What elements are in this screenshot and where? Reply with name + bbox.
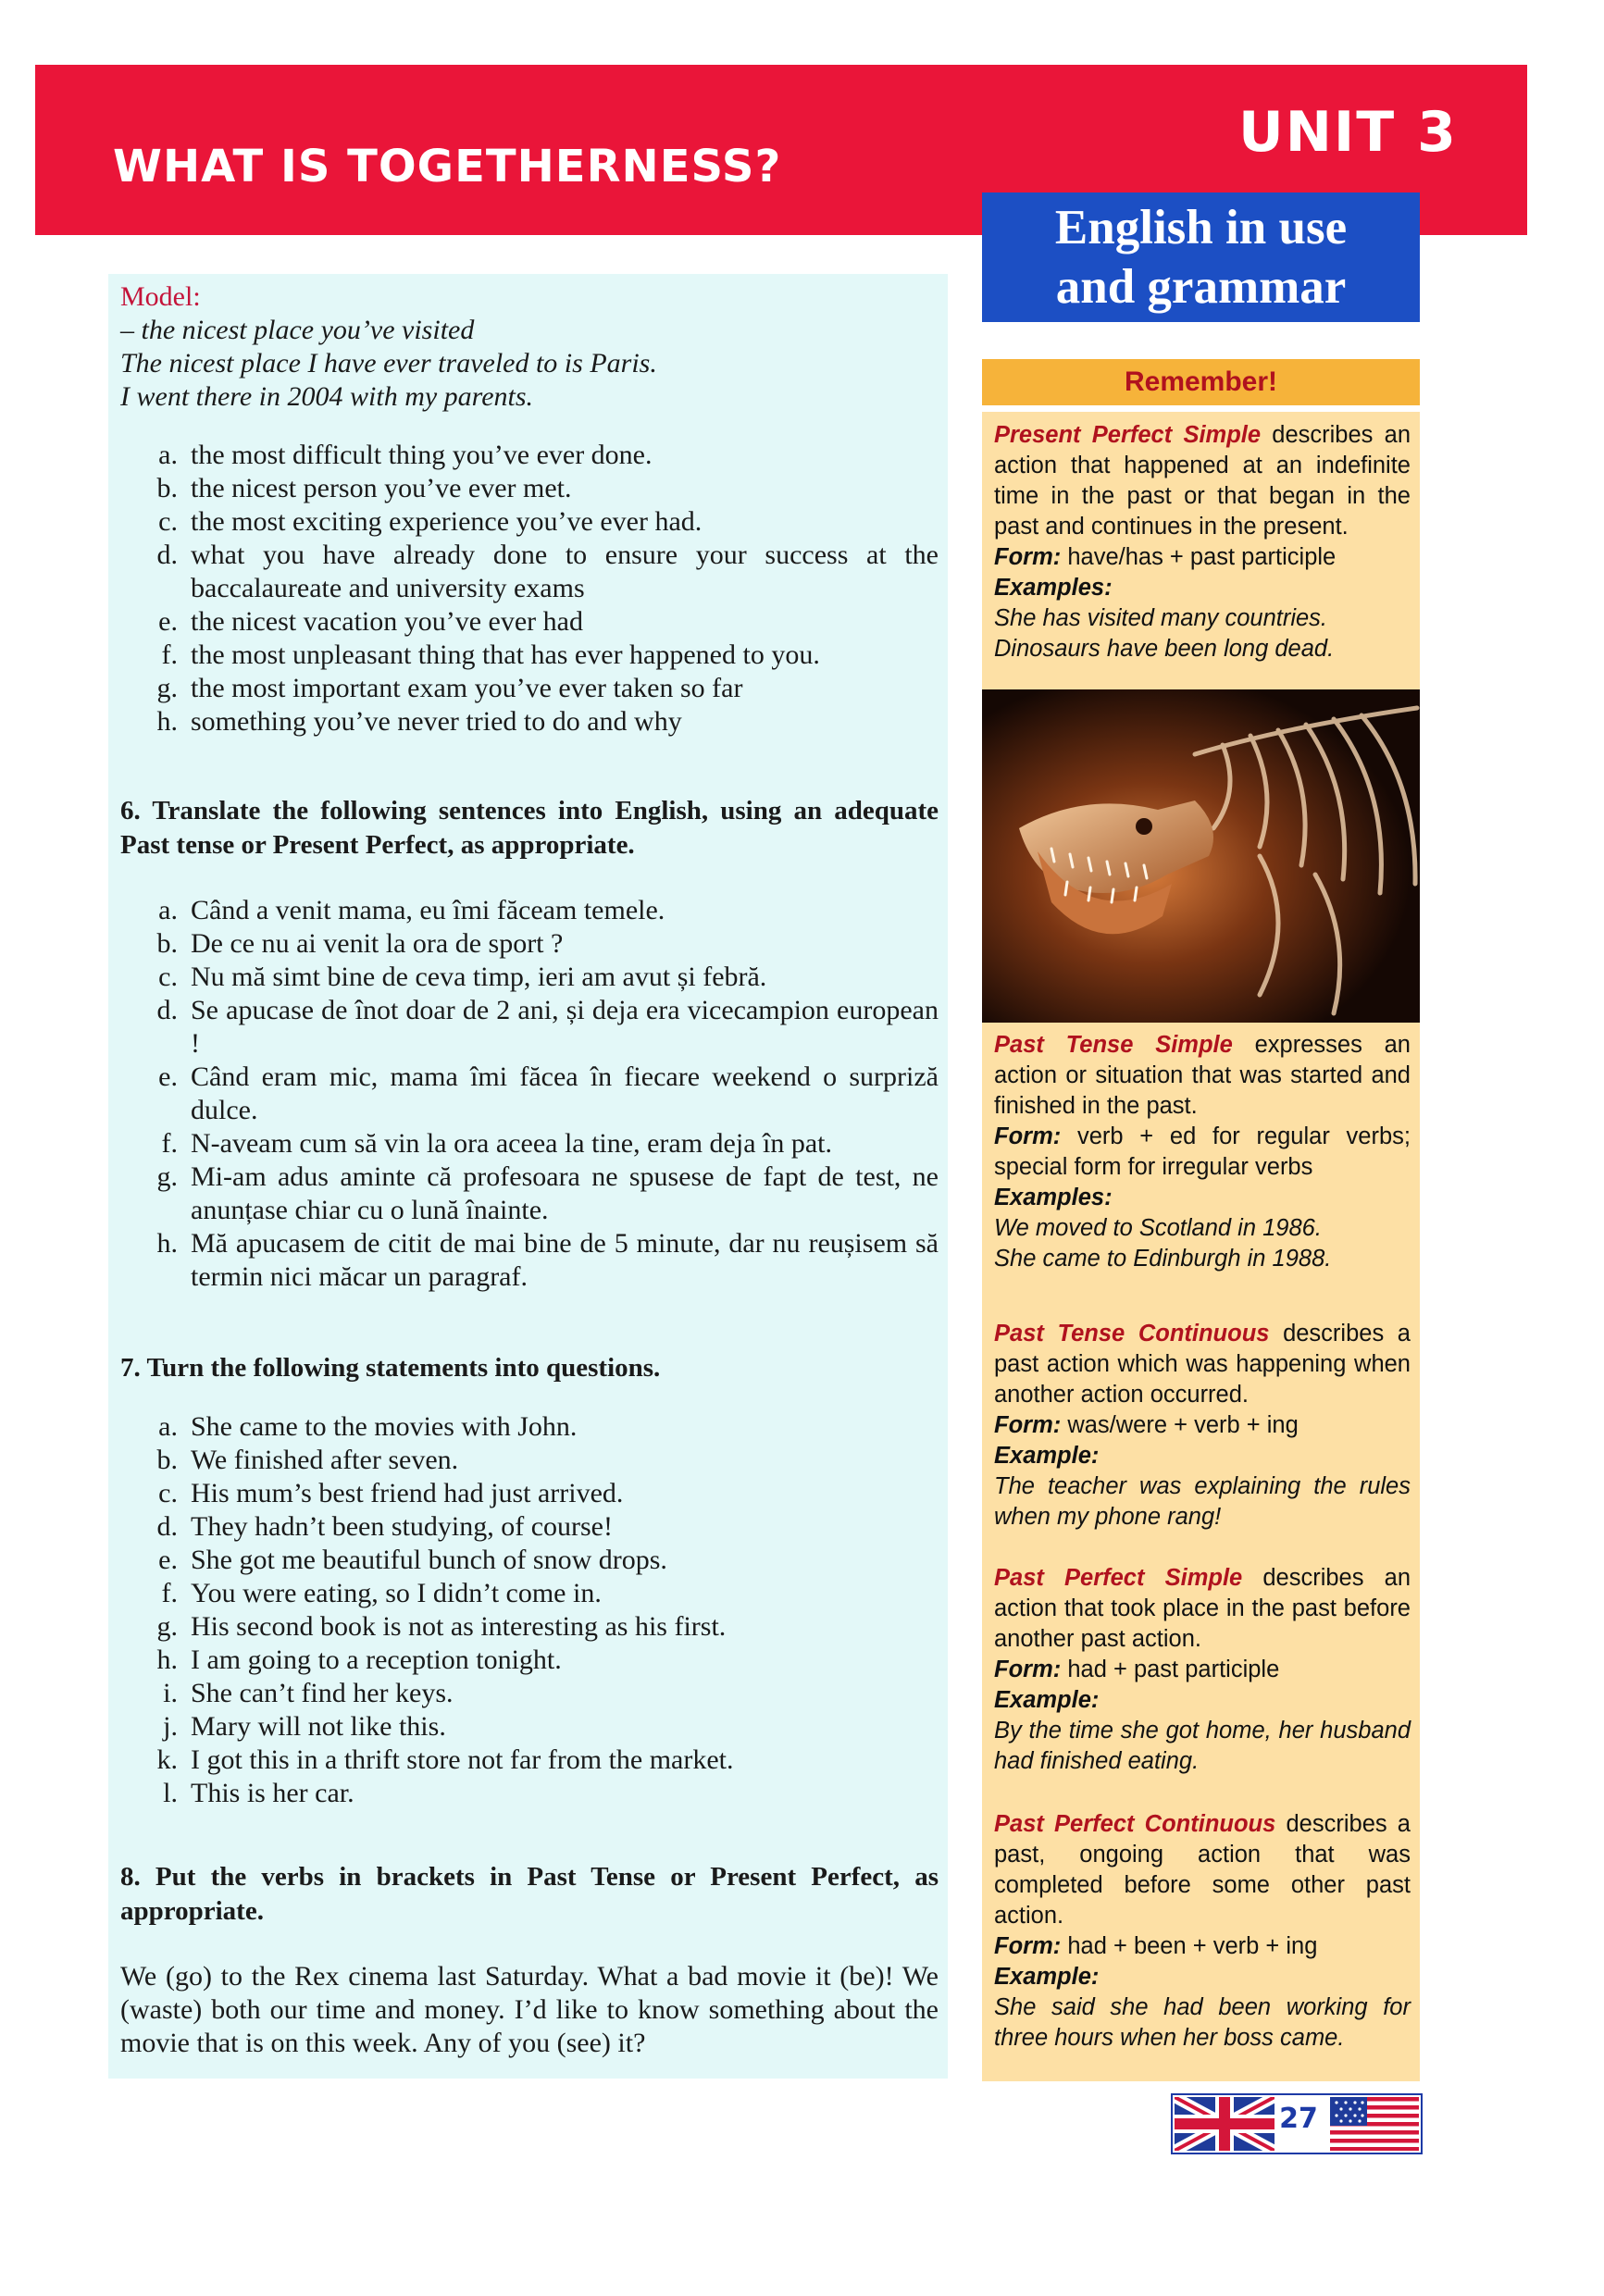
item-text: the most important exam you’ve ever taken so far bbox=[191, 673, 743, 703]
rule-example: She came to Edinburgh in 1988. bbox=[994, 1246, 1332, 1272]
rule-example: She said she had been working for three hours when her boss came. bbox=[994, 1994, 1411, 2051]
item-text: Când eram mic, mama îmi făcea în fiecare weekend o surpriză dulce. bbox=[191, 1061, 939, 1125]
item-letter: f. bbox=[161, 1578, 178, 1608]
list-item bbox=[120, 994, 939, 1061]
rule-form-label: Form: bbox=[994, 544, 1062, 570]
list-item bbox=[120, 1644, 939, 1677]
rule-term: Past Tense Simple bbox=[994, 1032, 1233, 1058]
model-item-list bbox=[120, 439, 939, 738]
item-letter: d. bbox=[156, 1511, 178, 1542]
exercise-6-heading: 6. Translate the following sentences into English, using an adequate Past tense or Present Perfect, as appropriate. bbox=[120, 796, 939, 860]
item-letter: b. bbox=[156, 473, 178, 503]
rule-past-tense-simple bbox=[994, 1030, 1411, 1274]
item-text: the most unpleasant thing that has ever happened to you. bbox=[191, 639, 820, 670]
rule-example: Dinosaurs have been long dead. bbox=[994, 636, 1335, 662]
rule-form: have/has + past participle bbox=[1061, 544, 1337, 570]
item-text: Nu mă simt bine de ceva timp, ieri am avut și febră. bbox=[191, 962, 767, 992]
item-letter: e. bbox=[158, 1545, 178, 1575]
item-text: the most exciting experience you’ve ever had. bbox=[191, 506, 703, 537]
item-letter: h. bbox=[156, 1644, 178, 1675]
item-letter: f. bbox=[161, 639, 178, 670]
item-text: This is her car. bbox=[191, 1778, 354, 1808]
list-item bbox=[120, 894, 939, 927]
list-item bbox=[120, 1410, 939, 1444]
item-letter: k. bbox=[156, 1744, 178, 1775]
section-title-box bbox=[982, 192, 1420, 322]
rule-term: Past Tense Continuous bbox=[994, 1321, 1270, 1347]
list-item bbox=[120, 1710, 939, 1744]
item-letter: b. bbox=[156, 928, 178, 959]
list-item bbox=[120, 1744, 939, 1777]
list-item bbox=[120, 1127, 939, 1160]
item-text: the nicest vacation you’ve ever had bbox=[191, 606, 583, 637]
item-text: They hadn’t been studying, of course! bbox=[191, 1511, 613, 1542]
item-letter: j. bbox=[163, 1711, 178, 1742]
item-letter: e. bbox=[158, 1061, 178, 1092]
list-item bbox=[120, 1510, 939, 1544]
item-letter: g. bbox=[156, 1161, 178, 1192]
list-item bbox=[120, 1577, 939, 1610]
page-title: WHAT IS TOGETHERNESS? bbox=[113, 141, 782, 192]
item-text: the most difficult thing you’ve ever done. bbox=[191, 440, 653, 470]
item-text: I am going to a reception tonight. bbox=[191, 1644, 562, 1675]
item-text: His second book is not as interesting as his first. bbox=[191, 1611, 727, 1642]
item-text: Se apucase de înot doar de 2 ani, și deja era vicecampion european ! bbox=[191, 995, 939, 1059]
item-letter: g. bbox=[156, 673, 178, 703]
item-text: Mary will not like this. bbox=[191, 1711, 446, 1742]
list-item bbox=[120, 639, 939, 672]
exercise-8-heading: 8. Put the verbs in brackets in Past Tense or Present Perfect, as appropriate. bbox=[120, 1862, 939, 1926]
item-text: something you’ve never tried to do and why bbox=[191, 706, 682, 737]
list-item bbox=[120, 605, 939, 639]
list-item bbox=[120, 1477, 939, 1510]
item-letter: c. bbox=[158, 962, 178, 992]
item-letter: c. bbox=[158, 1478, 178, 1508]
item-text: Când a venit mama, eu îmi făceam temele. bbox=[191, 895, 665, 925]
rule-description: describes an action that happened at an indefinite time in the past or that began in the past and continues in the present. bbox=[994, 422, 1411, 540]
rule-example: She has visited many countries. bbox=[994, 605, 1328, 631]
item-letter: d. bbox=[156, 995, 178, 1025]
rule-example: We moved to Scotland in 1986. bbox=[994, 1215, 1322, 1241]
rule-example: By the time she got home, her husband had finished eating. bbox=[994, 1718, 1411, 1774]
list-item bbox=[120, 1610, 939, 1644]
unit-label: UNIT 3 bbox=[1238, 100, 1458, 165]
item-text: what you have already done to ensure your success at the baccalaureate and university exams bbox=[191, 540, 939, 603]
rule-form-label: Form: bbox=[994, 1412, 1062, 1438]
section-title-line2: and grammar bbox=[1055, 260, 1347, 314]
rule-description: expresses an action or situation that was started and finished in the past. bbox=[994, 1032, 1411, 1119]
item-letter: e. bbox=[158, 606, 178, 637]
rule-examples-label: Examples: bbox=[994, 1185, 1113, 1210]
dinosaur-skeleton-image bbox=[982, 689, 1420, 1023]
rule-present-perfect-simple bbox=[994, 420, 1411, 664]
list-item bbox=[120, 672, 939, 705]
rule-past-perfect-simple bbox=[994, 1563, 1411, 1777]
item-letter: a. bbox=[158, 440, 178, 470]
list-item bbox=[120, 1544, 939, 1577]
item-letter: c. bbox=[158, 506, 178, 537]
item-letter: b. bbox=[156, 1445, 178, 1475]
dinosaur-skeleton-graphic bbox=[982, 689, 1420, 1023]
item-text: His mum’s best friend had just arrived. bbox=[191, 1478, 624, 1508]
rule-form: verb + ed for regular verbs; special form for irregular verbs bbox=[994, 1123, 1411, 1180]
list-item bbox=[120, 505, 939, 539]
item-letter: h. bbox=[156, 1228, 178, 1259]
rule-examples-label: Example: bbox=[994, 1964, 1100, 1990]
list-item bbox=[120, 927, 939, 961]
item-text: I got this in a thrift store not far from the market. bbox=[191, 1744, 734, 1775]
item-letter: h. bbox=[156, 706, 178, 737]
rule-form: had + past participle bbox=[1061, 1657, 1280, 1682]
rule-form: was/were + verb + ing bbox=[1061, 1412, 1299, 1438]
item-text: Mă apucasem de citit de mai bine de 5 minute, dar nu reușisem să termin nici măcar un paragraf. bbox=[191, 1228, 939, 1292]
rule-examples-label: Example: bbox=[994, 1687, 1100, 1713]
item-text: She came to the movies with John. bbox=[191, 1411, 578, 1442]
us-flag-icon bbox=[1330, 2097, 1419, 2151]
rule-description: describes an action that took place in the past before another past action. bbox=[994, 1565, 1411, 1652]
list-item bbox=[120, 1061, 939, 1127]
exercise-7-list bbox=[120, 1410, 939, 1810]
item-text: You were eating, so I didn’t come in. bbox=[191, 1578, 602, 1608]
section-title-line1: English in use bbox=[1054, 201, 1348, 254]
remember-heading: Remember! bbox=[982, 359, 1420, 405]
rule-term: Past Perfect Continuous bbox=[994, 1811, 1276, 1837]
list-item bbox=[120, 705, 939, 738]
item-text: We finished after seven. bbox=[191, 1445, 459, 1475]
rule-examples-label: Example: bbox=[994, 1443, 1100, 1469]
model-label: Model: bbox=[120, 281, 201, 312]
item-letter: g. bbox=[156, 1611, 178, 1642]
rule-form: had + been + verb + ing bbox=[1061, 1933, 1318, 1959]
list-item bbox=[120, 439, 939, 472]
rule-form-label: Form: bbox=[994, 1657, 1062, 1682]
list-item bbox=[120, 1444, 939, 1477]
exercise-8-text: We (go) to the Rex cinema last Saturday. What a bad movie it (be)! We (waste) both our time and money. I’d like to know something about the movie that is on this week. Any of you (see) it? bbox=[120, 1961, 939, 2058]
model-prompt: – the nicest place you’ve visited bbox=[120, 315, 475, 345]
item-letter: a. bbox=[158, 1411, 178, 1442]
model-answer-2: I went there in 2004 with my parents. bbox=[120, 381, 534, 412]
exercise-7-heading: 7. Turn the following statements into questions. bbox=[120, 1353, 661, 1383]
item-text: She got me beautiful bunch of snow drops. bbox=[191, 1545, 667, 1575]
item-text: Mi-am adus aminte că profesoara ne spusese de fapt de test, ne anunțase chiar cu o lună înainte. bbox=[191, 1161, 939, 1225]
list-item bbox=[120, 1227, 939, 1294]
exercise-6-list bbox=[120, 894, 939, 1294]
item-text: N-aveam cum să vin la ora aceea la tine, eram deja în pat. bbox=[191, 1128, 832, 1159]
rule-past-tense-continuous bbox=[994, 1319, 1411, 1533]
rule-example: The teacher was explaining the rules when my phone rang! bbox=[994, 1473, 1411, 1530]
rule-form-label: Form: bbox=[994, 1123, 1062, 1149]
item-letter: l. bbox=[163, 1778, 178, 1808]
list-item bbox=[120, 539, 939, 605]
list-item bbox=[120, 472, 939, 505]
list-item bbox=[120, 1777, 939, 1810]
model-answer-1: The nicest place I have ever traveled to is Paris. bbox=[120, 348, 657, 379]
list-item bbox=[120, 1160, 939, 1227]
rule-form-label: Form: bbox=[994, 1933, 1062, 1959]
item-text: the nicest person you’ve ever met. bbox=[191, 473, 572, 503]
rule-description: describes a past, ongoing action that was completed before some other past action. bbox=[994, 1811, 1411, 1929]
item-letter: d. bbox=[156, 540, 178, 570]
rule-term: Past Perfect Simple bbox=[994, 1565, 1243, 1591]
item-text: She can’t find her keys. bbox=[191, 1678, 454, 1708]
list-item bbox=[120, 1677, 939, 1710]
rule-examples-label: Examples: bbox=[994, 575, 1113, 601]
rule-term: Present Perfect Simple bbox=[994, 422, 1262, 448]
rule-past-perfect-continuous bbox=[994, 1809, 1411, 2054]
list-item bbox=[120, 961, 939, 994]
item-letter: a. bbox=[158, 895, 178, 925]
item-letter: f. bbox=[161, 1128, 178, 1159]
page-number: 27 bbox=[1279, 2103, 1318, 2135]
rule-description: describes a past action which was happening when another action occurred. bbox=[994, 1321, 1411, 1408]
uk-flag-icon bbox=[1175, 2097, 1274, 2151]
item-letter: i. bbox=[163, 1678, 178, 1708]
item-text: De ce nu ai venit la ora de sport ? bbox=[191, 928, 564, 959]
